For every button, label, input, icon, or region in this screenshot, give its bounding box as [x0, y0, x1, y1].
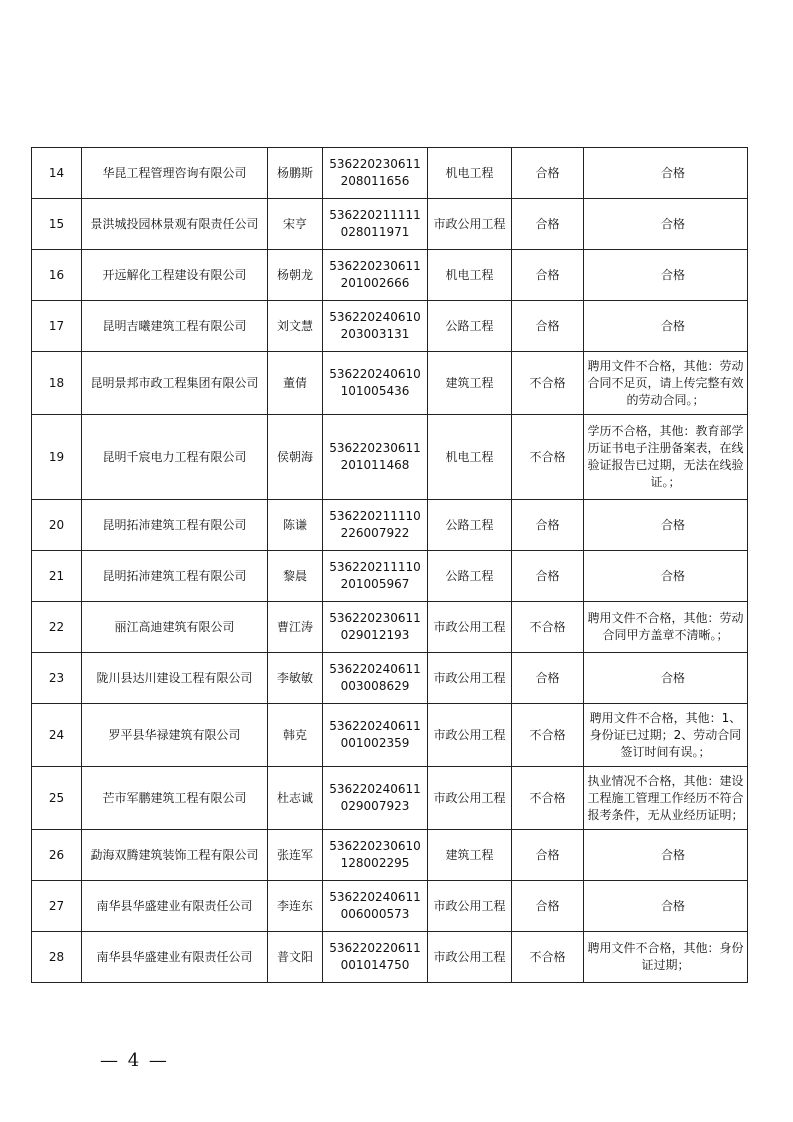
- certificate-number: 536220240610101005436: [323, 352, 428, 415]
- row-number: 28: [32, 932, 82, 983]
- company-name: 南华县华盛建业有限责任公司: [82, 881, 268, 932]
- specialty: 市政公用工程: [428, 767, 512, 830]
- person-name: 陈谦: [268, 500, 323, 551]
- company-name: 陇川县达川建设工程有限公司: [82, 653, 268, 704]
- row-number: 23: [32, 653, 82, 704]
- table-row: [32, 653, 748, 704]
- review-result: 合格: [512, 148, 584, 199]
- review-remark: 合格: [584, 148, 748, 199]
- specialty: 建筑工程: [428, 830, 512, 881]
- specialty: 机电工程: [428, 250, 512, 301]
- review-remark: 合格: [584, 830, 748, 881]
- review-remark: 合格: [584, 250, 748, 301]
- certificate-number: 536220240611003008629: [323, 653, 428, 704]
- review-remark: 执业情况不合格，其他：建设工程施工管理工作经历不符合报考条件，无从业经历证明；: [584, 767, 748, 830]
- company-name: 勐海双腾建筑装饰工程有限公司: [82, 830, 268, 881]
- person-name: 刘文慧: [268, 301, 323, 352]
- review-result: 不合格: [512, 767, 584, 830]
- specialty: 市政公用工程: [428, 932, 512, 983]
- company-name: 丽江高迪建筑有限公司: [82, 602, 268, 653]
- review-result: 合格: [512, 500, 584, 551]
- certificate-number: 536220230611201011468: [323, 415, 428, 500]
- page-number: — 4 —: [100, 1050, 169, 1071]
- review-result: 合格: [512, 551, 584, 602]
- company-name: 昆明千宸电力工程有限公司: [82, 415, 268, 500]
- specialty: 公路工程: [428, 301, 512, 352]
- review-remark: 合格: [584, 500, 748, 551]
- table-row: [32, 830, 748, 881]
- person-name: 普文阳: [268, 932, 323, 983]
- review-result: 不合格: [512, 704, 584, 767]
- company-name: 罗平县华禄建筑有限公司: [82, 704, 268, 767]
- person-name: 杨鹏斯: [268, 148, 323, 199]
- company-name: 昆明景邦市政工程集团有限公司: [82, 352, 268, 415]
- review-remark: 合格: [584, 199, 748, 250]
- person-name: 杜志诚: [268, 767, 323, 830]
- row-number: 18: [32, 352, 82, 415]
- review-remark: 合格: [584, 551, 748, 602]
- row-number: 21: [32, 551, 82, 602]
- table-row: [32, 500, 748, 551]
- person-name: 黎晨: [268, 551, 323, 602]
- row-number: 14: [32, 148, 82, 199]
- table-row: [32, 932, 748, 983]
- review-result: 合格: [512, 881, 584, 932]
- review-result: 合格: [512, 653, 584, 704]
- person-name: 张连军: [268, 830, 323, 881]
- table-body: [32, 148, 748, 983]
- certificate-number: 536220240610203003131: [323, 301, 428, 352]
- company-name: 景洪城投园林景观有限责任公司: [82, 199, 268, 250]
- person-name: 李敏敏: [268, 653, 323, 704]
- row-number: 26: [32, 830, 82, 881]
- review-result: 合格: [512, 830, 584, 881]
- company-name: 华昆工程管理咨询有限公司: [82, 148, 268, 199]
- review-result: 合格: [512, 301, 584, 352]
- review-remark: 聘用文件不合格，其他：身份证过期；: [584, 932, 748, 983]
- company-name: 昆明吉曦建筑工程有限公司: [82, 301, 268, 352]
- certificate-number: 536220211111028011971: [323, 199, 428, 250]
- row-number: 17: [32, 301, 82, 352]
- row-number: 16: [32, 250, 82, 301]
- table-row: [32, 148, 748, 199]
- specialty: 公路工程: [428, 500, 512, 551]
- company-name: 南华县华盛建业有限责任公司: [82, 932, 268, 983]
- company-name: 昆明拓沛建筑工程有限公司: [82, 500, 268, 551]
- table-row: [32, 415, 748, 500]
- row-number: 25: [32, 767, 82, 830]
- certificate-number: 536220211110226007922: [323, 500, 428, 551]
- review-result: 不合格: [512, 415, 584, 500]
- person-name: 杨朝龙: [268, 250, 323, 301]
- specialty: 机电工程: [428, 148, 512, 199]
- person-name: 董倩: [268, 352, 323, 415]
- specialty: 市政公用工程: [428, 704, 512, 767]
- certificate-number: 536220230611029012193: [323, 602, 428, 653]
- table-row: [32, 301, 748, 352]
- review-result: 合格: [512, 199, 584, 250]
- specialty: 公路工程: [428, 551, 512, 602]
- row-number: 22: [32, 602, 82, 653]
- review-result: 不合格: [512, 352, 584, 415]
- certificate-number: 536220240611029007923: [323, 767, 428, 830]
- certificate-number: 536220220611001014750: [323, 932, 428, 983]
- table-row: [32, 352, 748, 415]
- table-row: [32, 199, 748, 250]
- table-row: [32, 250, 748, 301]
- certificate-number: 536220230610128002295: [323, 830, 428, 881]
- certificate-number: 536220230611201002666: [323, 250, 428, 301]
- certificate-number: 536220240611006000573: [323, 881, 428, 932]
- specialty: 建筑工程: [428, 352, 512, 415]
- company-name: 芒市军鹏建筑工程有限公司: [82, 767, 268, 830]
- review-remark: 合格: [584, 301, 748, 352]
- specialty: 机电工程: [428, 415, 512, 500]
- review-result: 不合格: [512, 602, 584, 653]
- review-remark: 合格: [584, 653, 748, 704]
- certificate-number: 536220230611208011656: [323, 148, 428, 199]
- row-number: 27: [32, 881, 82, 932]
- review-result: 不合格: [512, 932, 584, 983]
- person-name: 李连东: [268, 881, 323, 932]
- row-number: 19: [32, 415, 82, 500]
- row-number: 20: [32, 500, 82, 551]
- person-name: 宋亨: [268, 199, 323, 250]
- table-row: [32, 881, 748, 932]
- review-remark: 聘用文件不合格，其他：劳动合同不足页，请上传完整有效的劳动合同。；: [584, 352, 748, 415]
- person-name: 侯朝海: [268, 415, 323, 500]
- person-name: 曹江涛: [268, 602, 323, 653]
- person-name: 韩克: [268, 704, 323, 767]
- certificate-number: 536220240611001002359: [323, 704, 428, 767]
- review-remark: 学历不合格，其他：教育部学历证书电子注册备案表，在线验证报告已过期，无法在线验证。；: [584, 415, 748, 500]
- qualification-review-table: [31, 147, 748, 983]
- company-name: 开远解化工程建设有限公司: [82, 250, 268, 301]
- specialty: 市政公用工程: [428, 602, 512, 653]
- row-number: 24: [32, 704, 82, 767]
- table-row: [32, 551, 748, 602]
- review-remark: 聘用文件不合格，其他：劳动合同甲方盖章不清晰。；: [584, 602, 748, 653]
- table-row: [32, 767, 748, 830]
- specialty: 市政公用工程: [428, 199, 512, 250]
- table-row: [32, 704, 748, 767]
- table-row: [32, 602, 748, 653]
- review-result: 合格: [512, 250, 584, 301]
- specialty: 市政公用工程: [428, 881, 512, 932]
- review-remark: 聘用文件不合格，其他：1、身份证已过期；2、劳动合同签订时间有误。；: [584, 704, 748, 767]
- row-number: 15: [32, 199, 82, 250]
- company-name: 昆明拓沛建筑工程有限公司: [82, 551, 268, 602]
- review-remark: 合格: [584, 881, 748, 932]
- specialty: 市政公用工程: [428, 653, 512, 704]
- certificate-number: 536220211110201005967: [323, 551, 428, 602]
